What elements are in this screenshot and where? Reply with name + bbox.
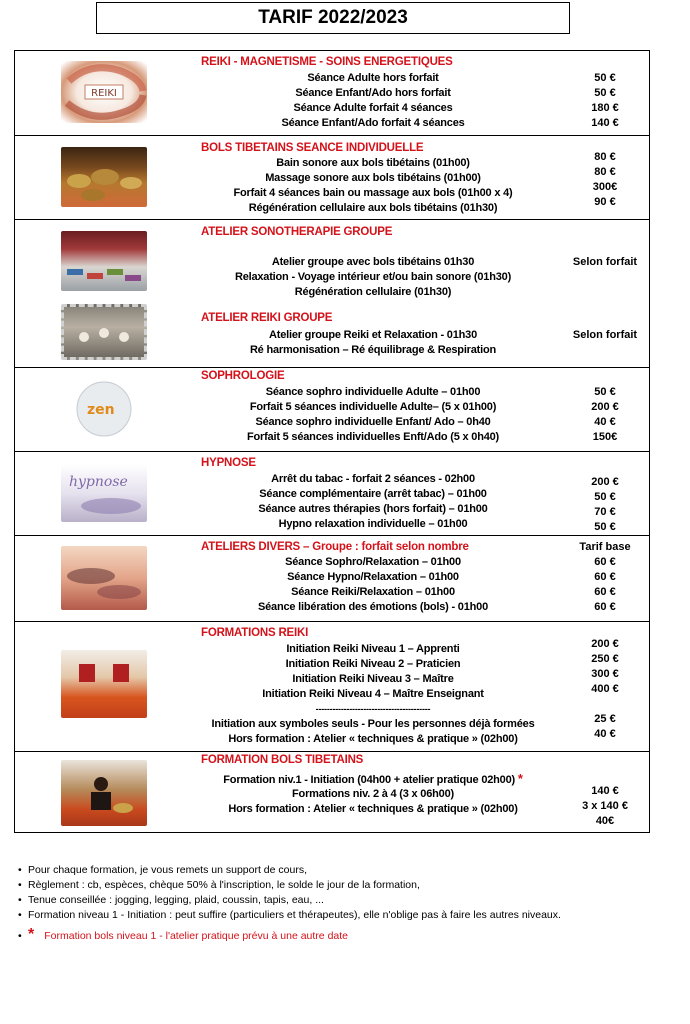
- bullet-icon: •: [18, 930, 22, 942]
- list-item: Séance Adulte forfait 4 séances: [293, 102, 453, 114]
- list-item: Initiation aux symboles seuls - Pour les personnes déjà formées: [211, 718, 535, 730]
- note-text: Formation bols niveau 1 - l'atelier pratique prévu à une autre date: [44, 930, 349, 942]
- list-item: Séance Reiki/Relaxation – 01h00: [291, 586, 455, 598]
- bols-formation-photo: [61, 760, 147, 826]
- list-item: Séance Adulte hors forfait: [307, 72, 439, 84]
- section-heading: ATELIER SONOTHERAPIE GROUPE: [201, 226, 393, 238]
- list-item: Initiation Reiki Niveau 3 – Maître: [292, 673, 454, 685]
- bols-formation-illustration: [61, 760, 147, 826]
- price-value: 60 €: [594, 571, 616, 583]
- price-value: 50 €: [594, 72, 616, 84]
- price-table: [14, 50, 650, 833]
- note-text: Règlement : cb, espèces, chèque 50% à l'inscription, le solde le jour de la formation,: [28, 879, 420, 891]
- price-value: 60 €: [594, 586, 616, 598]
- price-value: 140 €: [591, 117, 619, 129]
- note-item: [18, 879, 420, 891]
- note-item: [18, 864, 307, 876]
- list-item: Séance sophro individuelle Adulte – 01h00: [265, 386, 481, 398]
- price-value: 90 €: [594, 196, 616, 208]
- price-value: 3 x 140 €: [582, 800, 628, 812]
- asterisk-marker: *: [28, 926, 35, 943]
- reiki-photo-text: REIKI: [91, 88, 117, 99]
- bullet-icon: •: [18, 864, 22, 876]
- list-item: Hors formation : Atelier « techniques & pratique » (02h00): [228, 733, 518, 745]
- separator-line: -----------------------------------------: [315, 704, 431, 714]
- price-value: 40 €: [594, 416, 616, 428]
- hypnose-photo-text: hypnose: [69, 474, 128, 490]
- list-item: Ré harmonisation – Ré équilibrage & Respiration: [249, 344, 497, 356]
- list-item: Atelier groupe avec bols tibétains 01h30: [271, 256, 475, 268]
- price-value: 200 €: [591, 638, 619, 650]
- price-value: 300 €: [591, 668, 619, 680]
- list-item: Hors formation : Atelier « techniques & pratique » (02h00): [228, 803, 518, 815]
- list-item: Séance Sophro/Relaxation – 01h00: [285, 556, 461, 568]
- note-text: Pour chaque formation, je vous remets un support de cours,: [28, 864, 307, 876]
- price-value: 400 €: [591, 683, 619, 695]
- list-item: Séance Hypno/Relaxation – 01h00: [287, 571, 459, 583]
- list-item: Massage sonore aux bols tibétains (01h00): [265, 172, 481, 184]
- list-item: Régénération cellulaire (01h30): [294, 286, 452, 298]
- price-value: 200 €: [591, 476, 619, 488]
- list-item: Régénération cellulaire aux bols tibétains (01h30): [248, 202, 498, 214]
- list-item: Initiation Reiki Niveau 2 – Praticien: [285, 658, 461, 670]
- section-hypnose: [15, 451, 649, 535]
- price-value: 50 €: [594, 491, 616, 503]
- zen-photo-text: zen: [87, 402, 115, 418]
- price-value: 300€: [592, 181, 618, 193]
- hypnose-illustration: [61, 464, 147, 522]
- price-value: 140 €: [591, 785, 619, 797]
- bowls-illustration: [61, 147, 147, 207]
- price-value: 80 €: [594, 151, 616, 163]
- list-item: Forfait 5 séances individuelles Enft/Ado (5 x 0h40): [246, 431, 500, 443]
- page-title: TARIF 2022/2023: [96, 2, 570, 34]
- section-ateliers-divers: [15, 535, 649, 621]
- section-formation-bols: [15, 751, 649, 833]
- list-item-label: Formation niv.1 - Initiation (04h00 + atelier pratique 02h00): [223, 774, 515, 786]
- section-heading: REIKI - MAGNETISME - SOINS ENERGETIQUES: [201, 56, 453, 68]
- singing-bowls-photo: [61, 147, 147, 207]
- sonotherapy-group-photo: [61, 231, 147, 291]
- list-item: Initiation Reiki Niveau 4 – Maître Enseignant: [262, 688, 484, 700]
- bullet-icon: •: [18, 894, 22, 906]
- section-heading: ATELIER REIKI GROUPE: [201, 312, 333, 324]
- price-value: 50 €: [594, 521, 616, 533]
- list-item: Séance Enfant/Ado hors forfait: [295, 87, 451, 99]
- price-value: 180 €: [591, 102, 619, 114]
- list-item: Séance Enfant/Ado forfait 4 séances: [281, 117, 465, 129]
- section-ateliers-groupe: [15, 219, 649, 367]
- reiki-group-photo: [61, 304, 147, 360]
- price-value: 70 €: [594, 506, 616, 518]
- price-header: Tarif base: [579, 541, 631, 553]
- price-value: 50 €: [594, 386, 616, 398]
- list-item: Séance libération des émotions (bols) - 01h00: [257, 601, 488, 613]
- list-item: Séance autres thérapies (hors forfait) – 01h00: [258, 503, 488, 515]
- price-value: 80 €: [594, 166, 616, 178]
- price-value: Selon forfait: [572, 256, 638, 268]
- reiki-group-illustration: [64, 307, 144, 357]
- section-heading: FORMATIONS REIKI: [201, 627, 309, 639]
- list-item: Forfait 5 séances individuelle Adulte– (5 x 01h00): [249, 401, 497, 413]
- asterisk-marker: *: [517, 771, 523, 786]
- price-value: 25 €: [594, 713, 616, 725]
- formation-room-illustration: [61, 650, 147, 718]
- note-item-star: [18, 926, 348, 944]
- price-value: Selon forfait: [572, 329, 638, 341]
- list-item: Relaxation - Voyage intérieur et/ou bain sonore (01h30): [234, 271, 512, 283]
- price-value: 250 €: [591, 653, 619, 665]
- price-value: 200 €: [591, 401, 619, 413]
- section-reiki: [15, 51, 649, 135]
- list-item: Formations niv. 2 à 4 (3 x 06h00): [292, 788, 454, 800]
- list-item: Forfait 4 séances bain ou massage aux bols (01h00 x 4): [233, 187, 513, 199]
- zen-word-cloud-photo: [61, 378, 147, 440]
- price-value: 40 €: [594, 728, 616, 740]
- list-item: Séance complémentaire (arrêt tabac) – 01h00: [259, 488, 487, 500]
- section-heading: ATELIERS DIVERS – Groupe : forfait selon nombre: [201, 541, 469, 553]
- bullet-icon: •: [18, 879, 22, 891]
- note-text: Formation niveau 1 - Initiation : peut suffire (particuliers et thérapeutes), elle n'oblige pas à faire les autres niveaux.: [28, 909, 561, 921]
- list-item: Séance sophro individuelle Enfant/ Ado – 0h40: [255, 416, 491, 428]
- note-item: [18, 909, 561, 921]
- reiki-hands-illustration: [61, 61, 147, 123]
- formation-room-photo: [61, 650, 147, 718]
- section-heading: HYPNOSE: [201, 457, 256, 469]
- zen-sphere-illustration: [61, 378, 147, 440]
- list-item: Arrêt du tabac - forfait 2 séances - 02h00: [271, 473, 475, 485]
- section-formations-reiki: [15, 621, 649, 751]
- price-value: 150€: [592, 431, 618, 443]
- price-value: 40€: [595, 815, 615, 827]
- section-bols-tibetains: [15, 135, 649, 219]
- reiki-hands-photo: [61, 61, 147, 123]
- bullet-icon: •: [18, 909, 22, 921]
- list-item: Hypno relaxation individuelle – 01h00: [278, 518, 468, 530]
- price-value: 50 €: [594, 87, 616, 99]
- section-heading: SOPHROLOGIE: [201, 370, 285, 382]
- section-heading: BOLS TIBETAINS SEANCE INDIVIDUELLE: [201, 142, 424, 154]
- relaxation-illustration: [61, 546, 147, 610]
- list-item: Bain sonore aux bols tibétains (01h00): [276, 157, 470, 169]
- section-heading: FORMATION BOLS TIBETAINS: [201, 754, 364, 766]
- list-item: Atelier groupe Reiki et Relaxation - 01h30: [268, 329, 477, 341]
- hypnose-photo: [61, 464, 147, 522]
- price-value: 60 €: [594, 556, 616, 568]
- note-text: Tenue conseillée : jogging, legging, plaid, coussin, tapis, eau, ...: [28, 894, 324, 906]
- relaxation-photo: [61, 546, 147, 610]
- price-value: 60 €: [594, 601, 616, 613]
- list-item: [175, 771, 571, 786]
- section-sophrologie: [15, 367, 649, 451]
- note-item: [18, 894, 324, 906]
- list-item: Initiation Reiki Niveau 1 – Apprenti: [286, 643, 460, 655]
- group-mats-illustration: [61, 231, 147, 291]
